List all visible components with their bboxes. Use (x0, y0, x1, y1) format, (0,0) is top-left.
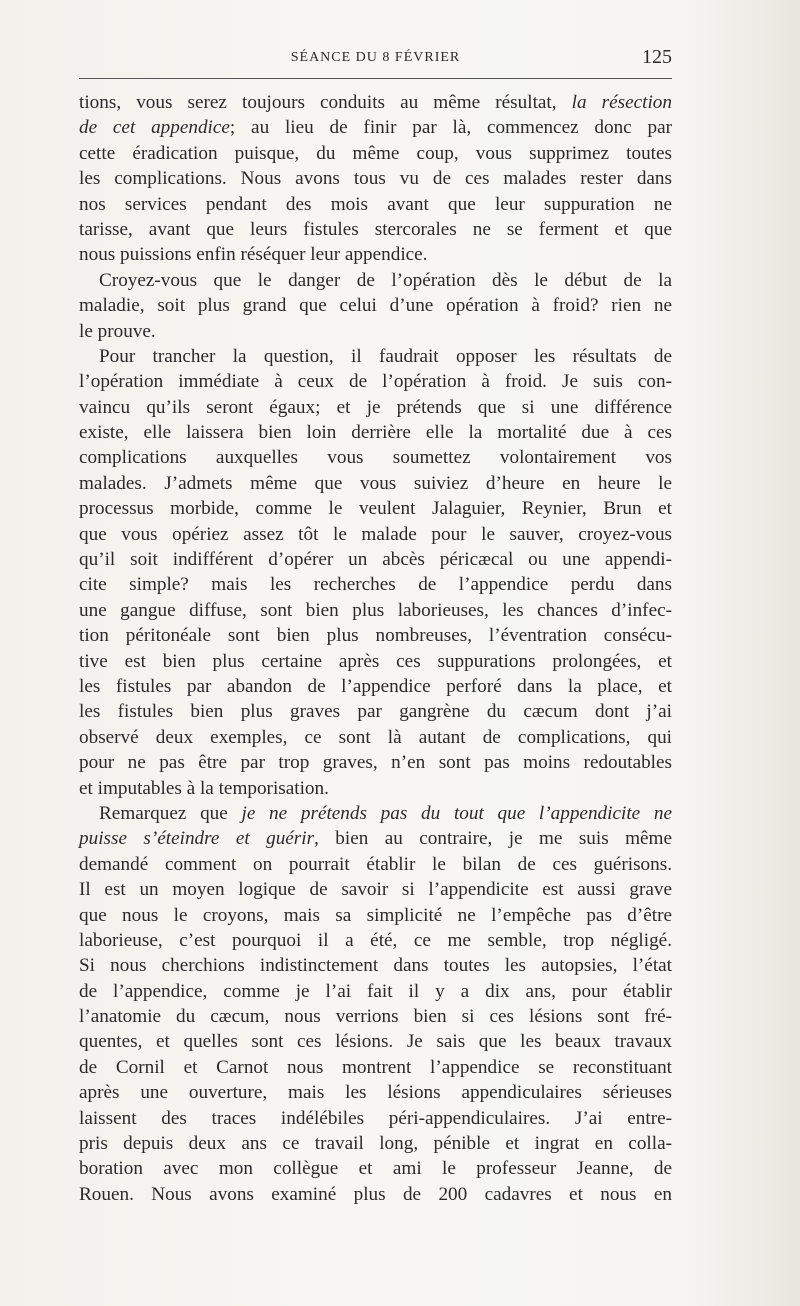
text-line (79, 750, 672, 775)
text-segment: Si nous cherchions indistinctement dans toutes les autopsies, l’état (79, 955, 672, 977)
text-line (79, 420, 672, 445)
text-segment: les fistules par abandon de l’appendice perforé dans la place, et (79, 675, 672, 697)
text-line (79, 725, 672, 750)
text-line (79, 268, 672, 293)
text-line (79, 1055, 672, 1080)
text-segment: de l’appendice, comme je l’ai fait il y a dix ans, pour établir (79, 980, 672, 1002)
text-segment: une gangue diffuse, sont bien plus laborieuses, les chances d’infec- (79, 599, 672, 621)
text-line (79, 547, 672, 572)
text-line (79, 496, 672, 521)
text-segment: les fistules bien plus graves par gangrène du cæcum dont j’ai (79, 701, 672, 723)
text-line (79, 928, 672, 953)
text-line (79, 1106, 672, 1131)
italic-text: de cet appendice (79, 117, 230, 139)
text-segment: , bien au contraire, je me suis même (314, 828, 672, 850)
text-segment: tive est bien plus certaine après ces suppurations prolongées, et (79, 650, 672, 672)
text-line (79, 242, 672, 267)
text-segment: pour ne pas être par trop graves, n’en sont pas moins redoutables (79, 752, 672, 774)
text-line (79, 826, 672, 851)
text-segment: et imputables à la temporisation. (79, 777, 329, 799)
italic-text: je ne prétends pas du tout que l’appendicite ne (241, 802, 672, 824)
text-line (79, 344, 672, 369)
text-segment: nos services pendant des mois avant que leur suppuration ne (79, 193, 672, 215)
text-line (79, 776, 672, 801)
text-line (79, 1131, 672, 1156)
text-line (79, 1080, 672, 1105)
italic-text: la résection (571, 92, 672, 113)
text-segment: laborieuse, c’est pourquoi il a été, ce me semble, trop négligé. (79, 929, 672, 951)
text-segment: Croyez-vous que le danger de l’opération dès le début de la (99, 269, 672, 291)
text-segment: de Cornil et Carnot nous montrent l’appendice se reconstituant (79, 1056, 672, 1078)
text-line (79, 166, 672, 191)
text-segment: qu’il soit indifférent d’opérer un abcès péricæcal ou une appendi- (79, 549, 672, 571)
text-segment: pris depuis deux ans ce travail long, pénible et ingrat en colla- (79, 1133, 672, 1155)
text-segment: tions, vous serez toujours conduits au même résultat, (79, 92, 572, 113)
text-line (79, 1029, 672, 1054)
text-segment: le prouve. (79, 320, 156, 342)
text-segment: l’opération immédiate à ceux de l’opération à froid. Je suis con- (79, 371, 672, 393)
text-line (79, 953, 672, 978)
page-number: 125 (642, 46, 672, 68)
text-segment: nous puissions enfin réséquer leur appendice. (79, 244, 428, 266)
text-segment: laissent des traces indélébiles péri-appendiculaires. J’ai entre- (79, 1107, 672, 1129)
page-header (79, 46, 672, 76)
text-line (79, 598, 672, 623)
text-segment: boration avec mon collègue et ami le professeur Jeanne, de (79, 1158, 672, 1180)
text-segment: complications auxquelles vous soumettez volontairement vos (79, 447, 672, 469)
text-segment: quentes, et quelles sont ces lésions. Je sais que les beaux travaux (79, 1031, 672, 1053)
text-line (79, 192, 672, 217)
text-segment: maladie, soit plus grand que celui d’une opération à froid? rien ne (79, 295, 672, 317)
text-segment: tion péritonéale sont bien plus nombreuses, l’éventration consécu- (79, 625, 672, 647)
text-segment: tarisse, avant que leurs fistules stercorales ne se ferment et que (79, 218, 672, 240)
text-line (79, 1182, 672, 1207)
text-segment: processus morbide, comme le veulent Jalaguier, Reynier, Brun et (79, 498, 672, 520)
text-line (79, 115, 672, 140)
text-line (79, 90, 672, 115)
text-line (79, 445, 672, 470)
text-line (79, 699, 672, 724)
text-line (79, 1004, 672, 1029)
text-segment: que nous le croyons, mais sa simplicité ne l’empêche pas d’être (79, 904, 672, 926)
text-segment: Pour trancher la question, il faudrait opposer les résultats de (99, 345, 672, 367)
text-segment: les complications. Nous avons tous vu de ces malades rester dans (79, 168, 672, 190)
text-segment: après une ouverture, mais les lésions appendiculaires sérieuses (79, 1082, 672, 1104)
text-line (79, 395, 672, 420)
text-segment: Remarquez que (99, 802, 242, 824)
text-line (79, 572, 672, 597)
text-segment: malades. J’admets même que vous suiviez d’heure en heure le (79, 472, 672, 494)
text-line (79, 649, 672, 674)
text-segment: Il est un moyen logique de savoir si l’appendicite est aussi grave (79, 879, 672, 901)
header-rule (79, 78, 672, 79)
text-segment: que vous opériez assez tôt le malade pour le sauver, croyez-vous (79, 523, 672, 545)
text-line (79, 319, 672, 344)
text-line (79, 979, 672, 1004)
text-segment: observé deux exemples, ce sont là autant de complications, qui (79, 726, 672, 748)
text-line (79, 623, 672, 648)
text-segment: Rouen. Nous avons examiné plus de 200 cadavres et nous en (79, 1183, 672, 1205)
text-segment: cite simple? mais les recherches de l’appendice perdu dans (79, 574, 672, 596)
text-line (79, 877, 672, 902)
body-text (79, 90, 672, 1207)
text-line (79, 801, 672, 826)
text-segment: l’anatomie du cæcum, nous verrions bien si ces lésions sont fré- (79, 1006, 672, 1028)
text-line (79, 369, 672, 394)
text-segment: cette éradication puisque, du même coup, vous supprimez toutes (79, 142, 672, 164)
text-line (79, 674, 672, 699)
text-line (79, 141, 672, 166)
text-segment: demandé comment on pourrait établir le bilan de ces guérisons. (79, 853, 672, 875)
text-line (79, 903, 672, 928)
running-head: SÉANCE DU 8 FÉVRIER (290, 50, 461, 65)
text-line (79, 852, 672, 877)
text-segment: existe, elle laissera bien loin derrière elle la mortalité due à ces (79, 422, 672, 444)
text-line (79, 471, 672, 496)
text-line (79, 293, 672, 318)
text-segment: ; au lieu de finir par là, commencez donc par (229, 117, 672, 139)
text-line (79, 522, 672, 547)
italic-text: puisse s’éteindre et guérir (79, 828, 315, 850)
text-line (79, 217, 672, 242)
text-segment: vaincu qu’ils seront égaux; et je prétends que si une différence (79, 396, 672, 418)
text-line (79, 1156, 672, 1181)
